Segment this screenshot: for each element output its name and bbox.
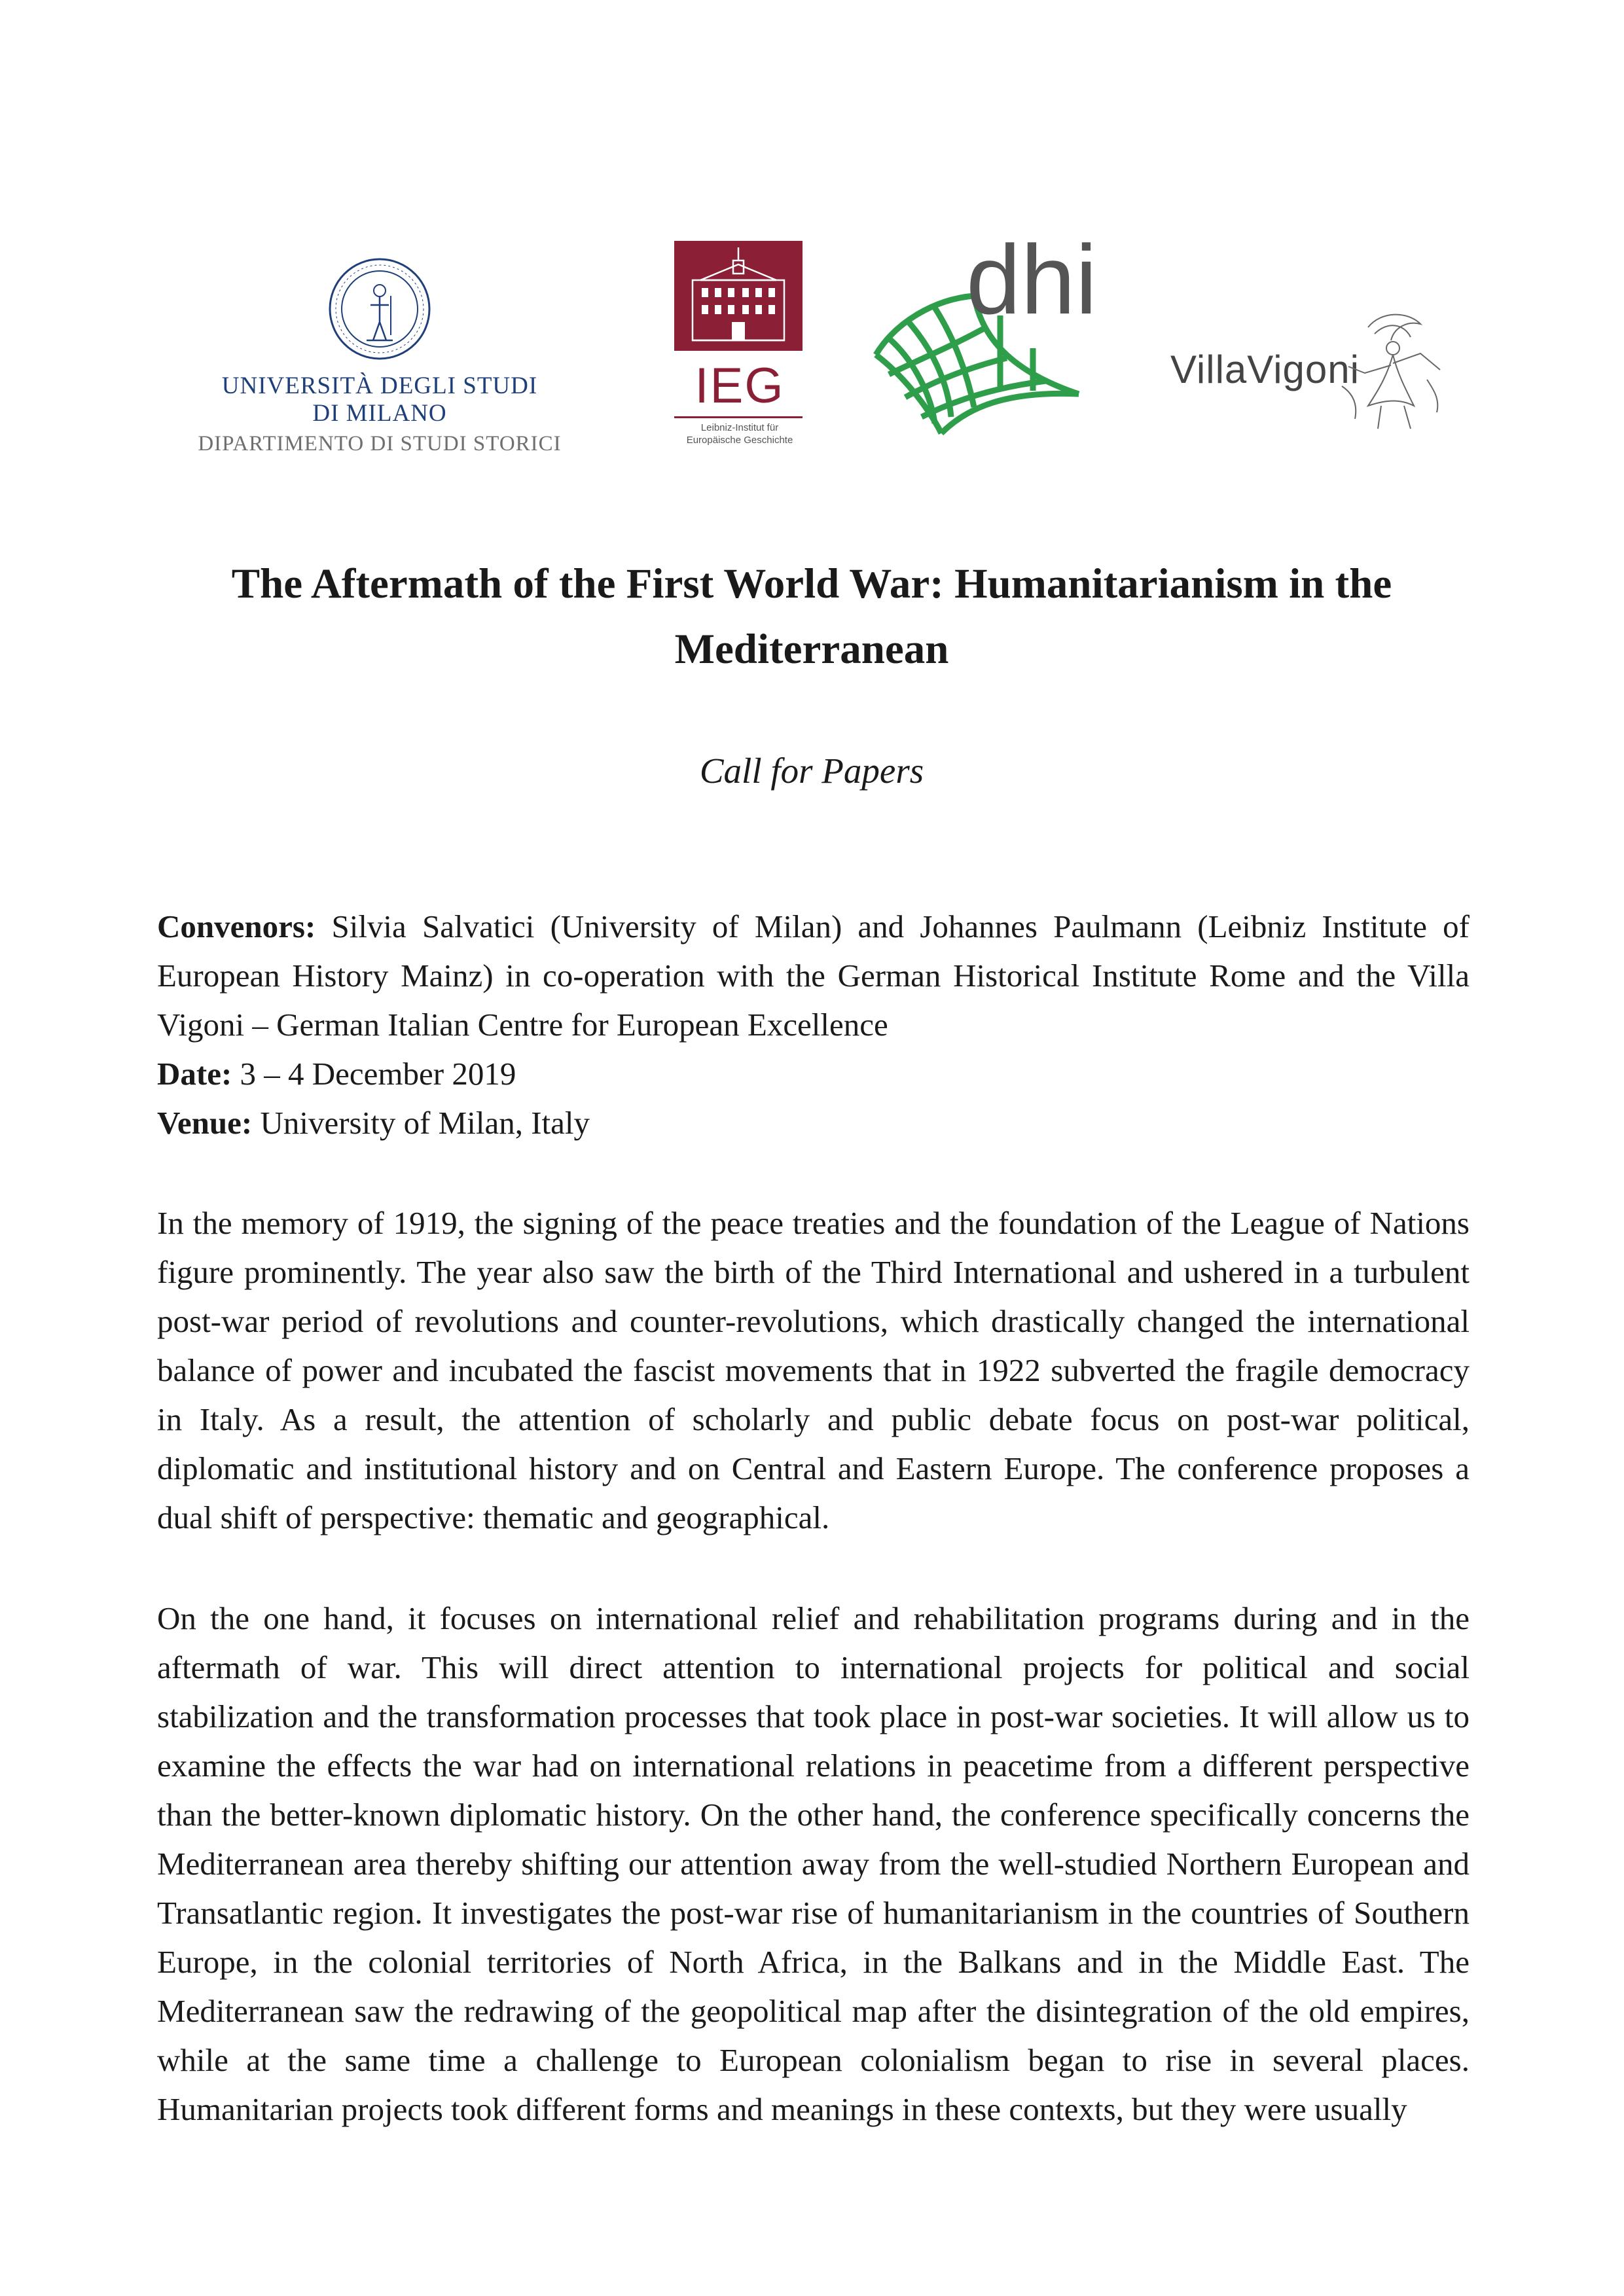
conference-info — [157, 902, 1470, 1147]
ieg-subtitle-line2: Europäische Geschichte — [686, 435, 793, 446]
logo-header — [0, 0, 1624, 458]
unimi-name-line1: UNIVERSITÀ DEGLI STUDI — [221, 372, 538, 399]
ieg-acronym: IEG — [695, 358, 785, 414]
body-paragraph-1: In the memory of 1919, the signing of the peace treaties and the foundation of the League of Nations figure prominently. The year also saw the birth of the Third International and ushered in a turbulent post-war period of revolutions and counter-revolutions, which drastically changed the international balance of power and incubated the fascist movements that in 1922 subverted the fragile democracy in Italy. As a result, the attention of scholarly and public debate focus on post-war political, diplomatic and institutional history and on Central and Eastern Europe. The conference proposes a dual shift of perspective: thematic and geographical. — [157, 1205, 1470, 1535]
dhi-logo — [869, 224, 1098, 446]
ieg-subtitle — [674, 422, 805, 446]
villa-vigoni-wordmark: VillaVigoni — [1170, 348, 1360, 391]
date-line — [157, 1049, 1470, 1098]
dhi-wordmark: dhi — [966, 224, 1098, 334]
venue-text: University of Milan, Italy — [260, 1105, 590, 1141]
document-subtitle: Call for Papers — [699, 751, 924, 791]
venue-line — [157, 1098, 1470, 1147]
ieg-logo — [674, 241, 805, 450]
unimi-department: DIPARTIMENTO DI STUDI STORICI — [198, 432, 562, 456]
villa-vigoni-logo — [1165, 308, 1453, 452]
angel-figure-icon — [1329, 308, 1453, 439]
unimi-seal-icon — [327, 257, 432, 361]
convenors-line — [157, 902, 1470, 1049]
ieg-subtitle-line1: Leibniz-Institut für — [700, 422, 779, 433]
body-paragraph-2: On the one hand, it focuses on international relief and rehabilitation programs during and in the aftermath of war. This will direct attention to international projects for political and social stabilization and the transformation processes that took place in post-war societies. It will allow us to examine the effects the war had on international relations in peacetime from a different perspective than the better-known diplomatic history. On the other hand, the conference specifically concerns the Mediterranean area thereby shifting our attention away from the well-studied Northern European and Transatlantic region. It investigates the post-war rise of humanitarianism in the countries of Southern Europe, in the colonial territories of North Africa, in the Balkans and in the Middle East. The Mediterranean saw the redrawing of the geopolitical map after the disintegration of the old empires, while at the same time a challenge to European colonialism began to rise in several places. Humanitarian projects took different forms and meanings in these contexts, but they were usually — [157, 1600, 1470, 2127]
ieg-divider — [674, 416, 803, 418]
document-title: The Aftermath of the First World War: Humanitarianism in the Mediterranean — [231, 560, 1392, 673]
ieg-building-icon — [674, 241, 803, 351]
date-text: 3 – 4 December 2019 — [240, 1056, 516, 1092]
date-label: Date: — [157, 1056, 232, 1092]
venue-label: Venue: — [157, 1105, 253, 1141]
convenors-text: Silvia Salvatici (University of Milan) and Johannes Paulmann (Leibniz Institute of European History Mainz) in co-operation with the German Historical Institute Rome and the Villa Vigoni – German Italian Centre for European Excellence — [157, 908, 1470, 1043]
convenors-label: Convenors: — [157, 908, 316, 944]
unimi-logo — [190, 257, 569, 456]
unimi-name-line2: DI MILANO — [312, 400, 447, 427]
